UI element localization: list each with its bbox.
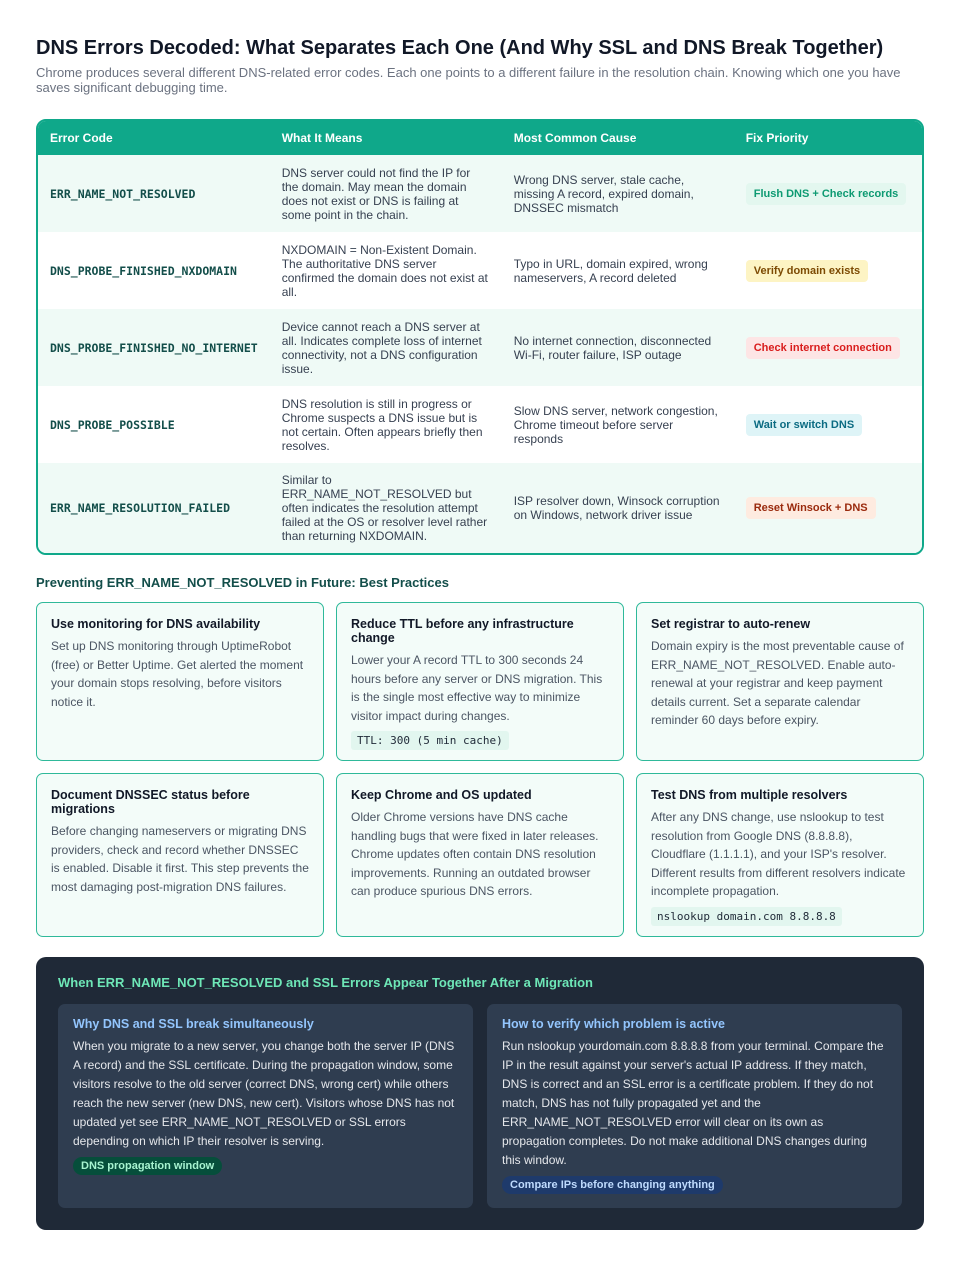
info-panel-title: How to verify which problem is active — [502, 1017, 725, 1031]
column-header-error-code: Error Code — [38, 121, 270, 155]
practice-card — [36, 602, 324, 761]
practice-card — [336, 773, 624, 937]
priority-badge: Flush DNS + Check records — [746, 183, 907, 205]
practice-card — [636, 773, 924, 937]
column-header-meaning: What It Means — [270, 121, 502, 155]
priority-cell — [734, 309, 922, 386]
error-meaning: Device cannot reach a DNS server at all. Indicates complete loss of internet connectivity, not a DNS configuration issue. — [281, 319, 482, 376]
practice-card-title: Use monitoring for DNS availability — [51, 617, 261, 631]
info-panel-tag: Compare IPs before changing anything — [502, 1176, 723, 1194]
priority-cell — [734, 386, 922, 463]
practice-card — [36, 773, 324, 937]
dns-errors-table — [36, 119, 924, 555]
error-cause: No internet connection, disconnected Wi-Fi, router failure, ISP outage — [513, 333, 712, 362]
priority-badge: Reset Winsock + DNS — [746, 497, 876, 519]
info-panel-tag: DNS propagation window — [73, 1157, 222, 1175]
column-header-cause: Most Common Cause — [502, 121, 734, 155]
priority-badge: Wait or switch DNS — [746, 414, 862, 436]
practice-card-body: Older Chrome versions have DNS cache handling bugs that were fixed in later releases. Chrome updates often contain DNS resolution improvements. Running an outdated browser can produce spurious DNS errors. — [351, 810, 599, 898]
column-header-priority: Fix Priority — [734, 121, 922, 155]
practice-card-title: Document DNSSEC status before migrations — [51, 788, 250, 816]
error-cause: Slow DNS server, network congestion, Chrome timeout before server responds — [513, 403, 718, 446]
table-row — [38, 463, 922, 553]
ssl-section-heading: When ERR_NAME_NOT_RESOLVED and SSL Errors Appear Together After a Migration — [58, 975, 593, 990]
priority-cell — [734, 232, 922, 309]
error-cause: ISP resolver down, Winsock corruption on Windows, network driver issue — [513, 494, 720, 522]
error-meaning: Similar to ERR_NAME_NOT_RESOLVED but often indicates the resolution attempt failed at the OS or resolver level rather than returning NXDOMAIN. — [281, 473, 488, 543]
error-meaning: DNS resolution is still in progress or Chrome suspects a DNS issue but is not certain. Often appears briefly then resolves. — [281, 396, 483, 453]
code-snippet: TTL: 300 (5 min cache) — [351, 731, 509, 750]
practice-card — [336, 602, 624, 761]
table-row — [38, 309, 922, 386]
error-code: DNS_PROBE_FINISHED_NO_INTERNET — [50, 340, 258, 355]
practice-card-body: Set up DNS monitoring through UptimeRobot (free) or Better Uptime. Get alerted the moment your domain stops resolving, before visitors notice it. — [51, 639, 304, 709]
info-panel — [487, 1004, 902, 1208]
error-code: ERR_NAME_RESOLUTION_FAILED — [50, 501, 231, 515]
priority-cell — [734, 155, 922, 232]
priority-badge: Check internet connection — [746, 337, 900, 359]
practice-card-body: Before changing nameservers or migrating DNS providers, check and record whether DNSSEC is enabled. Disable it first. This step prevents the most damaging post-migration DNS failures. — [51, 824, 309, 894]
page-subtitle: Chrome produces several different DNS-related error codes. Each one points to a different failure in the resolution chain. Knowing which one you have saves significant debugging time. — [36, 65, 901, 95]
best-practices-grid — [36, 602, 924, 937]
error-meaning: DNS server could not find the IP for the domain. May mean the domain does not exist or DNS is failing at some point in the chain. — [281, 165, 471, 222]
table-row — [38, 232, 922, 309]
info-panel-title: Why DNS and SSL break simultaneously — [73, 1017, 314, 1031]
practice-card-body: Domain expiry is the most preventable cause of ERR_NAME_NOT_RESOLVED. Enable auto-renewal at your registrar and keep payment details current. Set a separate calendar reminder 60 days before expiry. — [651, 639, 904, 727]
error-cause: Typo in URL, domain expired, wrong nameservers, A record deleted — [513, 256, 708, 285]
table-row — [38, 155, 922, 232]
table-row — [38, 386, 922, 463]
error-meaning: NXDOMAIN = Non-Existent Domain. The authoritative DNS server confirmed the domain does not exist at all. — [281, 242, 488, 299]
priority-badge: Verify domain exists — [746, 260, 868, 282]
practice-card-title: Test DNS from multiple resolvers — [651, 788, 848, 802]
error-cause: Wrong DNS server, stale cache, missing A record, expired domain, DNSSEC mismatch — [513, 172, 694, 215]
info-panel — [58, 1004, 473, 1208]
table-header-row — [38, 121, 922, 155]
code-snippet: nslookup domain.com 8.8.8.8 — [651, 907, 842, 926]
ssl-dns-section — [36, 957, 924, 1230]
practice-card-body: After any DNS change, use nslookup to test resolution from Google DNS (8.8.8.8), Cloudflare (1.1.1.1), and your ISP's resolver. Different results from different resolvers indicate incomplete propagation. — [651, 810, 906, 898]
page-title: DNS Errors Decoded: What Separates Each One (And Why SSL and DNS Break Together) — [36, 37, 884, 59]
error-code: DNS_PROBE_FINISHED_NXDOMAIN — [50, 263, 237, 278]
ssl-panels — [58, 1004, 902, 1208]
error-code: ERR_NAME_NOT_RESOLVED — [50, 186, 196, 201]
practice-card-body: Lower your A record TTL to 300 seconds 24 hours before any server or DNS migration. This is the single most effective way to minimize visitor impact during changes. — [351, 653, 603, 723]
info-panel-body: When you migrate to a new server, you change both the server IP (DNS A record) and the SSL certificate. During the propagation window, some visitors resolve to the old server (correct DNS, wrong cert) while others reach the new server (new DNS, new cert). Visitors whose DNS has not updated yet see ERR_NAME_NOT_RESOLVED or SSL errors depending on which IP their resolver is serving. — [73, 1039, 455, 1148]
error-code: DNS_PROBE_POSSIBLE — [50, 417, 175, 432]
info-panel-body: Run nslookup yourdomain.com 8.8.8.8 from your terminal. Compare the IP in the result against your server's actual IP address. If they match, DNS is correct and an SSL error is a certificate problem. If they do not match, DNS has not fully propagated yet and the ERR_NAME_NOT_RESOLVED error will clear on its own as propagation completes. Do not make additional DNS changes during this window. — [502, 1039, 884, 1167]
practice-card-title: Keep Chrome and OS updated — [351, 788, 532, 802]
practice-card — [636, 602, 924, 761]
best-practices-heading: Preventing ERR_NAME_NOT_RESOLVED in Future: Best Practices — [36, 575, 449, 590]
practice-card-title: Set registrar to auto-renew — [651, 617, 811, 631]
practice-card-title: Reduce TTL before any infrastructure change — [351, 617, 574, 645]
priority-cell — [734, 463, 922, 553]
